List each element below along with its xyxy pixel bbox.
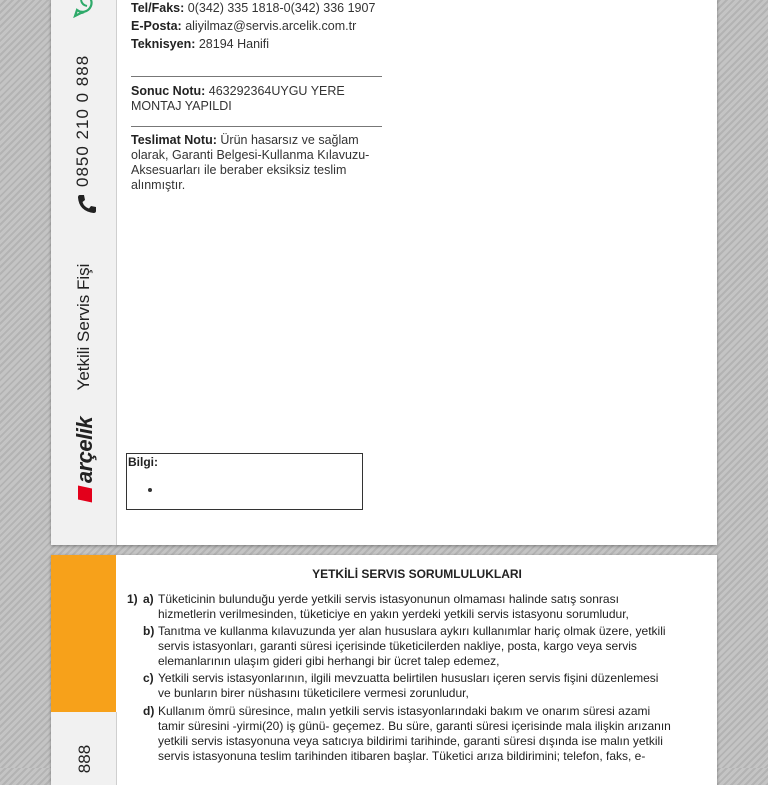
phone-number: 0850 210 0 888 bbox=[73, 54, 92, 187]
result-note-value: 463292364UYGU YERE MONTAJ YAPILDI bbox=[131, 84, 345, 113]
responsibilities-page bbox=[51, 555, 717, 785]
form-title: Yetkili Servis Fişi bbox=[74, 263, 93, 391]
brand-sidebar bbox=[51, 0, 117, 545]
info-bullet bbox=[148, 488, 152, 492]
service-slip-page bbox=[51, 0, 717, 545]
logo-text: arçelik bbox=[72, 416, 97, 484]
item-line: servis istasyonları, garanti süresi içerisinde tüketicilerden nakliye, posta, kargo veya servis bbox=[158, 639, 637, 653]
item-line: Tanıtma ve kullanma kılavuzunda yer alan hususlara aykırı kullanımlar hariç olmak üzere, yetkili bbox=[158, 624, 666, 638]
item-line: Yetkili servis istasyonlarının, ilgili mevzuatta belirtilen hususları içeren servis fişini düzenlemesi bbox=[158, 671, 659, 685]
chat-icon bbox=[73, 0, 95, 18]
item-line: Kullanım ömrü süresince, malın yetkili servis istasyonlarındaki bakım ve onarım süresi azami bbox=[158, 704, 651, 718]
tel-row bbox=[131, 1, 375, 16]
email-row bbox=[131, 19, 356, 34]
tel-label: Tel/Faks: bbox=[131, 1, 185, 15]
result-note-label: Sonuc Notu: bbox=[131, 84, 206, 98]
item-line: hizmetlerin verilmesinden, tüketiciye en yakın yerdeki yetkili servis istasyonu sorumludur, bbox=[158, 607, 629, 621]
technician-value: 28194 Hanifi bbox=[198, 37, 270, 51]
phone-icon bbox=[75, 192, 99, 216]
brand-sidebar bbox=[51, 712, 117, 785]
phone-number-partial: 888 bbox=[75, 744, 94, 774]
divider bbox=[131, 76, 382, 77]
item-letter: a) bbox=[143, 592, 154, 606]
info-box bbox=[126, 453, 363, 510]
item-line: Tüketicinin bulunduğu yerde yetkili servis istasyonunun olmaması halinde satış sonrası bbox=[158, 592, 619, 606]
responsibilities-title: YETKİLİ SERVIS SORUMLULUKLARI bbox=[312, 567, 522, 581]
item-line: yetkili servis istasyonuna veya satıcıya bildirimi tarihinde, garanti süresi dışında ise malın yetkili bbox=[158, 734, 663, 748]
divider bbox=[131, 126, 382, 127]
item-line: tamir süresini -yirmi(20) iş günü- geçemez. Bu süre, garanti süresi içerisinde mala ilişkin arızanın bbox=[158, 719, 671, 733]
arcelik-logo bbox=[71, 411, 99, 507]
technician-row bbox=[131, 37, 269, 52]
delivery-note bbox=[131, 133, 371, 193]
item-letter: b) bbox=[143, 624, 155, 638]
item-line: elemanlarının ulaşım gideri gibi herhangi bir ücret talep edemez, bbox=[158, 654, 500, 668]
email-value: aliyilmaz@servis.arcelik.com.tr bbox=[185, 19, 357, 33]
item-letter: d) bbox=[143, 704, 155, 718]
result-note bbox=[131, 84, 371, 114]
tel-value: 0(342) 335 1818-0(342) 336 1907 bbox=[187, 1, 376, 15]
email-label: E-Posta: bbox=[131, 19, 182, 33]
delivery-note-label: Teslimat Notu: bbox=[131, 133, 217, 147]
accent-bar bbox=[51, 555, 116, 712]
item-letter: c) bbox=[143, 671, 154, 685]
logo-mark-icon bbox=[78, 486, 92, 503]
item-line: ve bunların birer nüshasını tüketicilere vermesi zorunludur, bbox=[158, 686, 469, 700]
info-label: Bilgi: bbox=[128, 455, 158, 469]
delivery-note-value: Ürün hasarsız ve sağlam olarak, Garanti Belgesi-Kullanma Kılavuzu-Aksesuarları ile beraber eksiksiz teslim alınmıştır. bbox=[131, 133, 370, 192]
item-line: servis istasyonuna teslim tarihinden itibaren başlar. Tüketici arıza bildirimini; telefon, faks, e- bbox=[158, 749, 646, 763]
responsibilities-section bbox=[117, 555, 717, 785]
technician-label: Teknisyen: bbox=[131, 37, 196, 51]
section-number: 1) bbox=[127, 592, 138, 606]
